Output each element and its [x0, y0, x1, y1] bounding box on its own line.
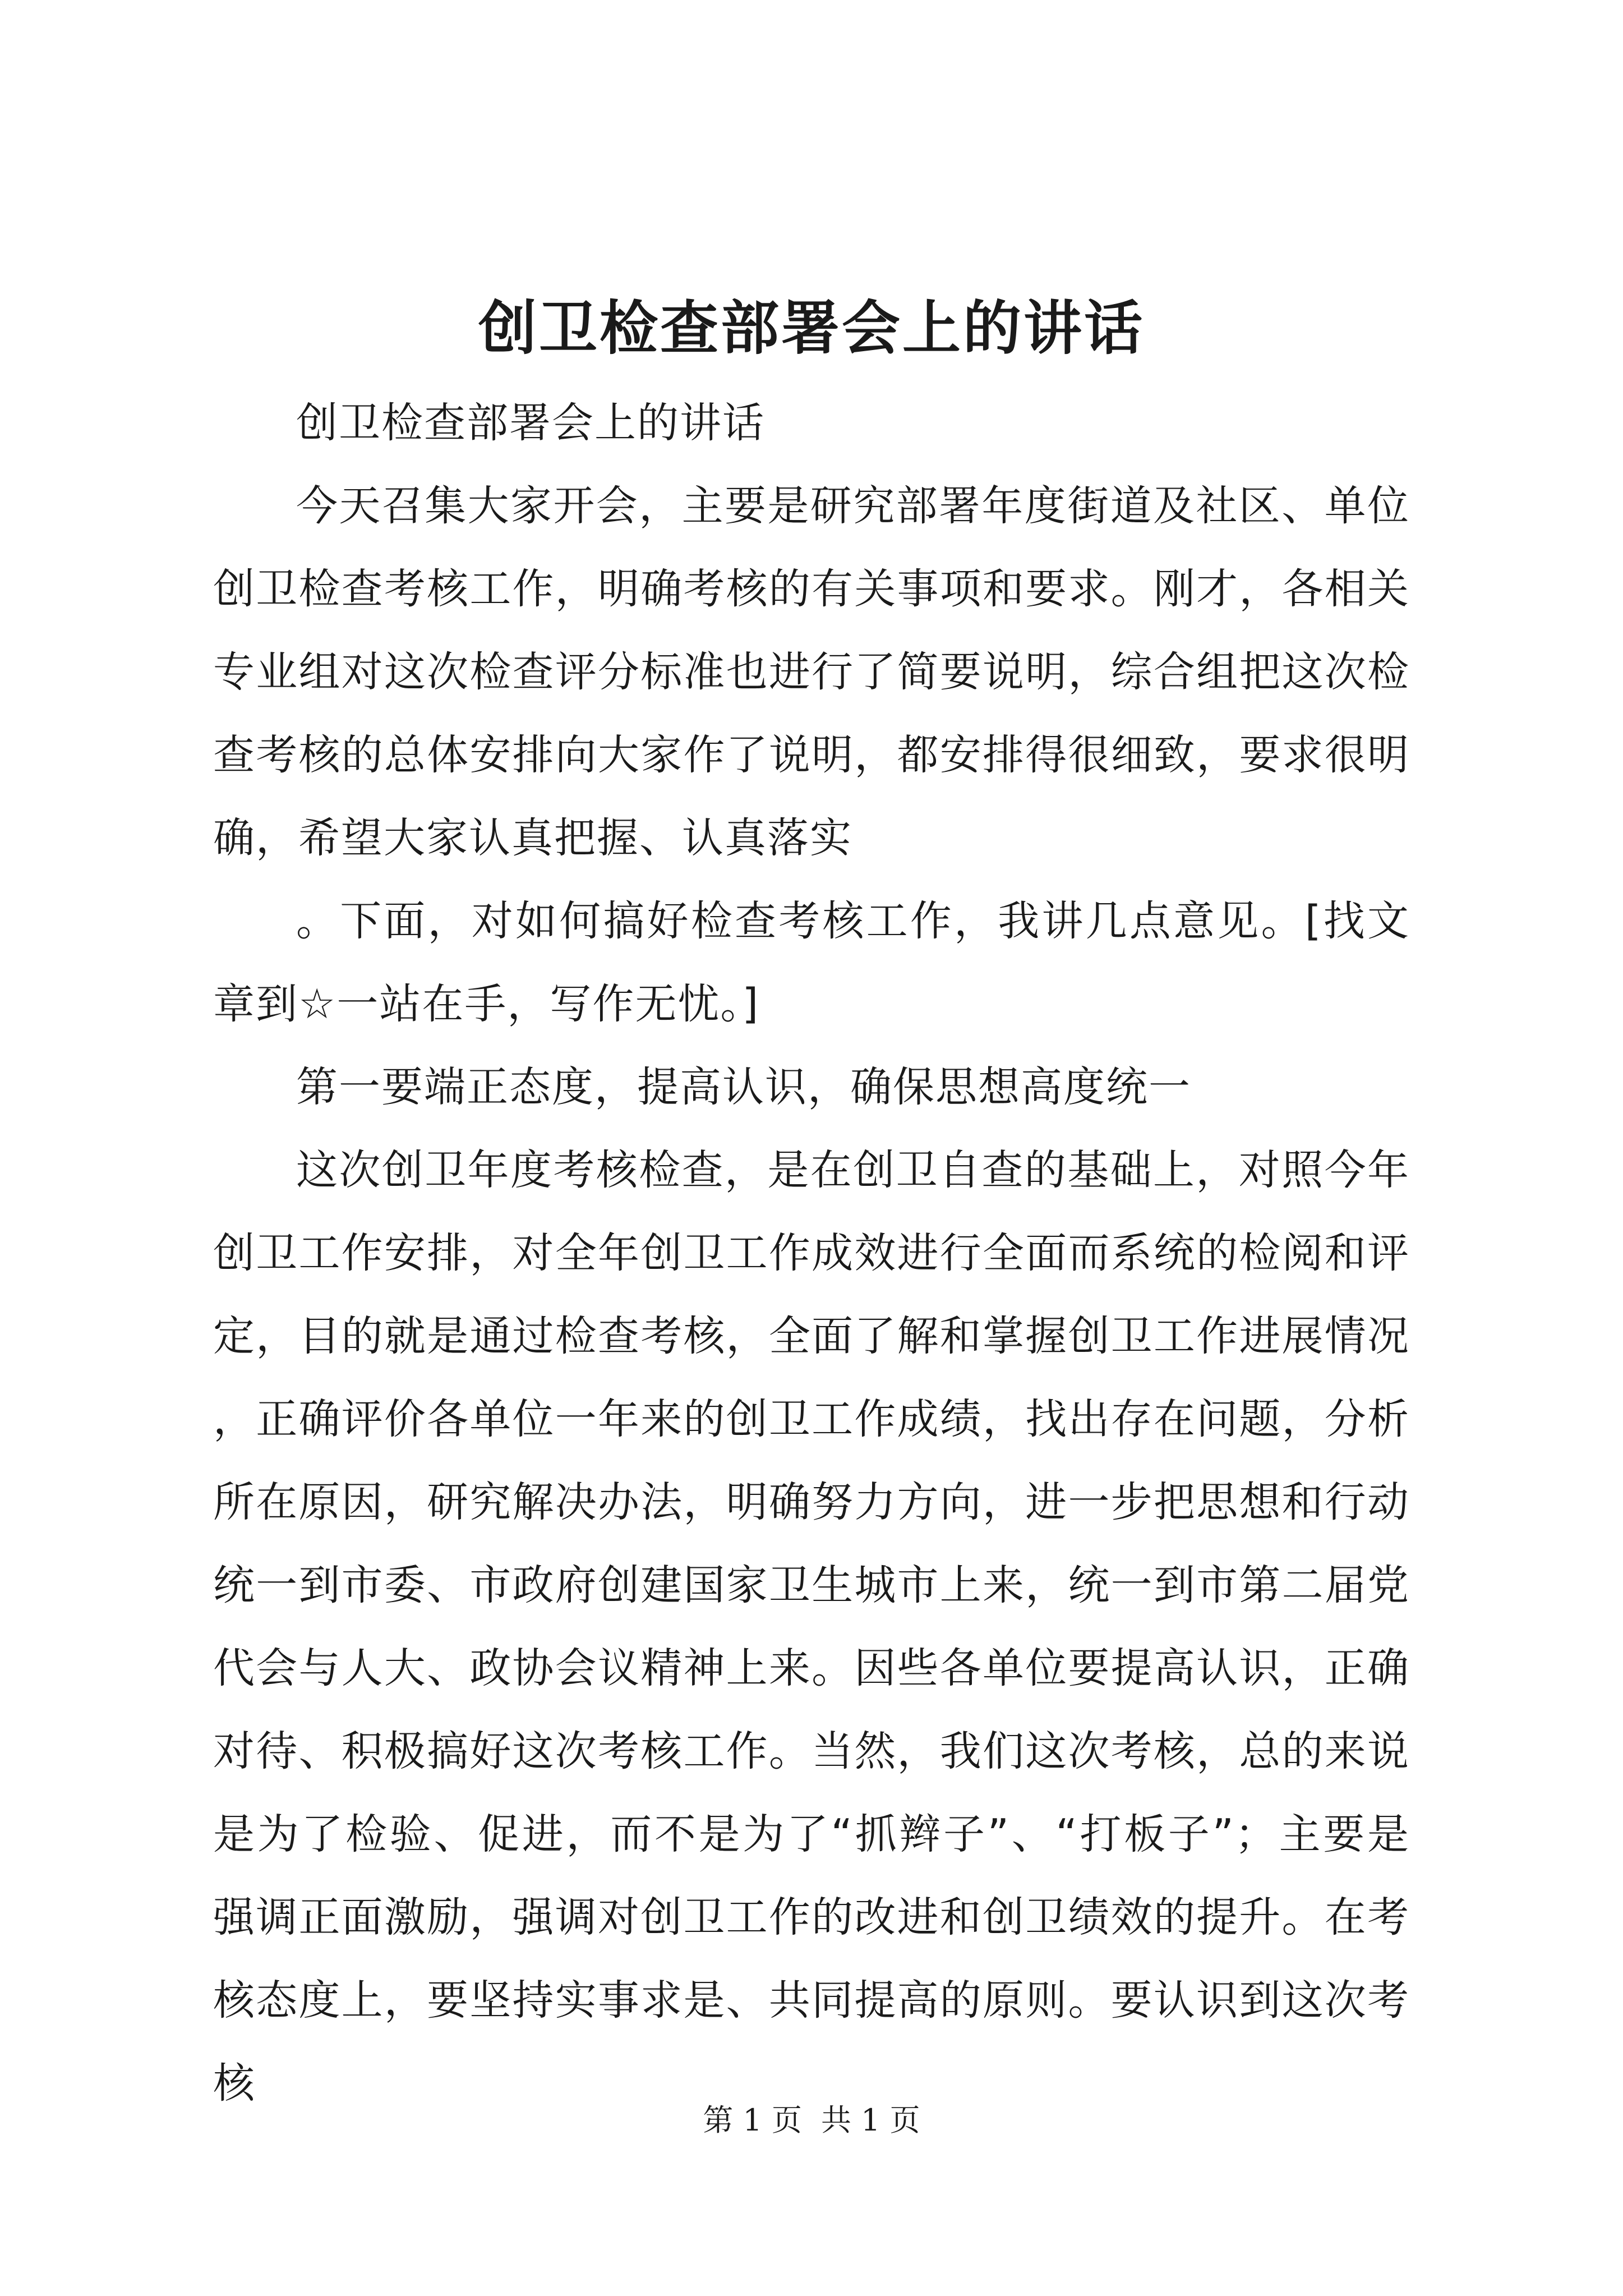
document-title: 创卫检查部署会上的讲话 [478, 293, 1145, 362]
paragraph-intro-continued: 。下面，对如何搞好检查考核工作，我讲几点意见。[找文章到☆一站在手，写作无忧。] [213, 897, 1410, 1028]
page-number: 第 1 页 [703, 2102, 802, 2138]
section-heading-first: 第一要端正态度，提高认识，确保思想高度统一 [296, 1063, 1191, 1111]
page-footer [0, 2101, 1623, 2140]
paragraph-first-section: 这次创卫年度考核检查，是在创卫自查的基础上，对照今年创卫工作安排，对全年创卫工作成效进行全面而系统的检阅和评定，目的就是通过检查考核，全面了解和掌握创卫工作进展情况，正确评价各单位一年来的创卫工作成绩，找出存在问题，分析所在原因，研究解决办法，明确努力方向，进一步把思想和行动统一到市委、市政府创建国家卫生城市上来，统一到市第二届党代会与人大、政协会议精神上来。因些各单位要提高认识，正确对待、积极搞好这次考核工作。当然，我们这次考核，总的来说是为了检验、促进，而不是为了“抓辫子”、“打板子”；主要是强调正面激励，强调对创卫工作的改进和创卫绩效的提升。在考核态度上，要坚持实事求是、共同提高的原则。要认识到这次考核 [213, 1146, 1410, 2108]
document-body [213, 381, 1410, 2125]
paragraph-subtitle: 创卫检查部署会上的讲话 [296, 399, 765, 447]
page-total: 共 1 页 [821, 2102, 920, 2138]
paragraph-intro: 今天召集大家开会，主要是研究部署年度街道及社区、单位创卫检查考核工作，明确考核的有关事项和要求。刚才，各相关专业组对这次检查评分标准也进行了简要说明，综合组把这次检查考核的总体安排向大家作了说明，都安排得很细致，要求很明确，希望大家认真把握、认真落实 [213, 482, 1410, 862]
